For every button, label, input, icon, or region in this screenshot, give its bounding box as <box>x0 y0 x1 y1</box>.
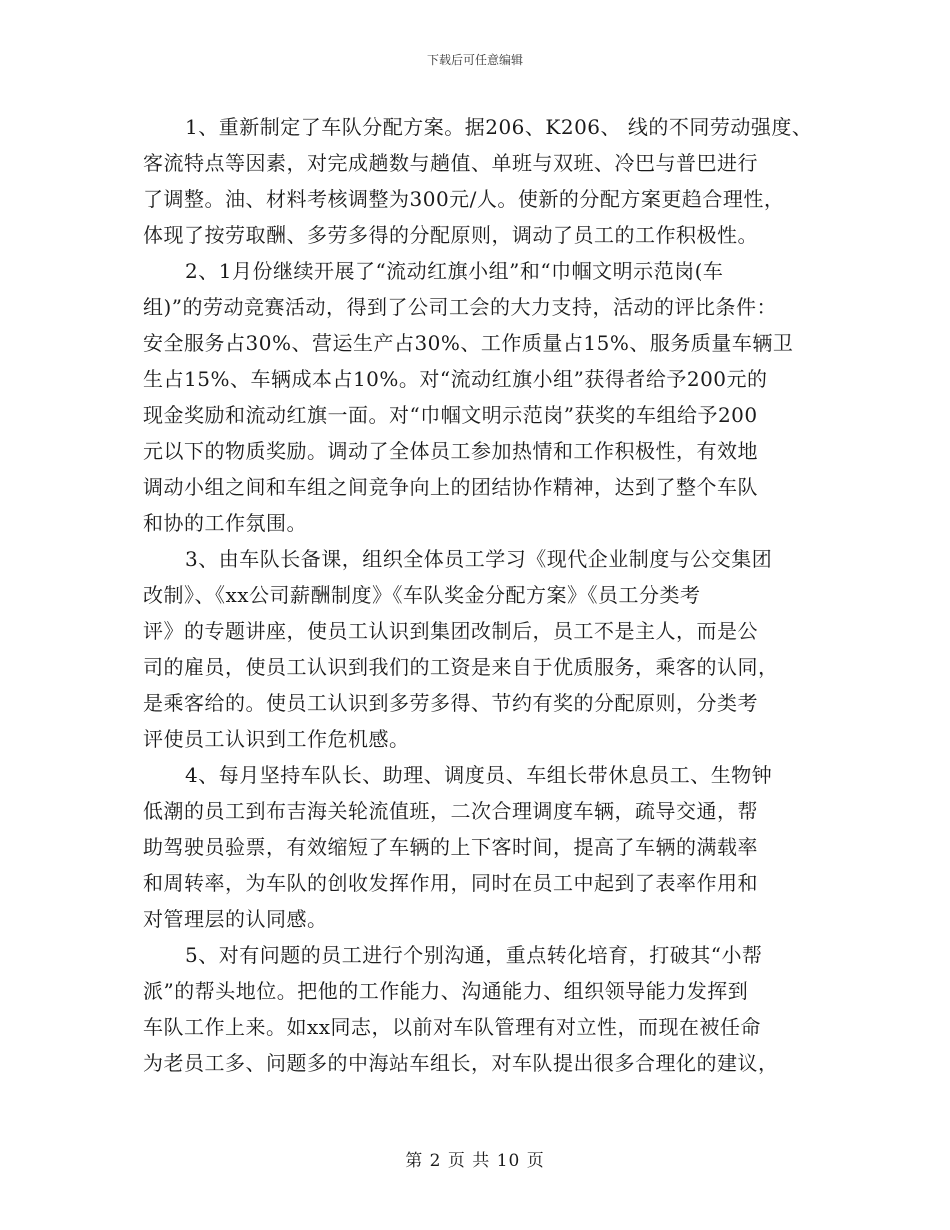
text-line: 现金奖励和流动红旗一面。对“巾帼文明示范岗”获奖的车组给予200 <box>143 403 758 427</box>
text-line: 组)”的劳动竞赛活动，得到了公司工会的大力支持，活动的评比条件： <box>143 295 778 319</box>
text-line: 派”的帮头地位。把他的工作能力、沟通能力、组织领导能力发挥到 <box>143 979 749 1003</box>
text-line: 调动小组之间和车组之间竞争向上的团结协作精神，达到了整个车队 <box>143 475 758 499</box>
text-line: 是乘客给的。使员工认识到多劳多得、节约有奖的分配原则，分类考 <box>143 691 758 715</box>
text-line: 元以下的物质奖励。调动了全体员工参加热情和工作积极性，有效地 <box>143 439 758 463</box>
text-line: 评使员工认识到工作危机感。 <box>143 727 410 751</box>
text-line: 安全服务占30%、营运生产占30%、工作质量占15%、服务质量车辆卫 <box>143 331 794 355</box>
text-line: 车队工作上来。如xx同志，以前对车队管理有对立性，而现在被任命 <box>143 1015 762 1039</box>
text-line: 生占15%、车辆成本占10%。对“流动红旗小组”获得者给予200元的 <box>143 367 768 391</box>
text-line: 5、对有问题的员工进行个别沟通，重点转化培育，打破其“小帮 <box>185 943 763 967</box>
text-line: 对管理层的认同感。 <box>143 907 328 931</box>
text-line: 2、1月份继续开展了“流动红旗小组”和“巾帼文明示范岗(车 <box>185 259 724 283</box>
text-line: 体现了按劳取酬、多劳多得的分配原则，调动了员工的工作积极性。 <box>143 223 758 247</box>
text-line: 司的雇员，使员工认识到我们的工资是来自于优质服务，乘客的认同， <box>143 655 779 679</box>
text-line: 改制》、《xx公司薪酬制度》《车队奖金分配方案》《员工分类考 <box>143 583 701 607</box>
page-header: 下载后可任意编辑 <box>426 53 523 67</box>
text-line: 和周转率，为车队的创收发挥作用，同时在员工中起到了表率作用和 <box>143 871 758 895</box>
text-line: 和协的工作氛围。 <box>143 511 307 535</box>
text-line: 3、由车队长备课，组织全体员工学习《现代企业制度与公交集团 <box>185 547 773 571</box>
text-line: 1、重新制定了车队分配方案。据206、K206、 线的不同劳动强度、 <box>185 115 813 139</box>
text-line: 低潮的员工到布吉海关轮流值班，二次合理调度车辆，疏导交通，帮 <box>143 799 758 823</box>
text-line: 助驾驶员验票，有效缩短了车辆的上下客时间，提高了车辆的满载率 <box>143 835 758 859</box>
page-number: 第 2 页 共 10 页 <box>405 1151 545 1171</box>
text-line: 为老员工多、问题多的中海站车组长，对车队提出很多合理化的建议， <box>143 1051 779 1075</box>
text-line: 客流特点等因素，对完成趟数与趟值、单班与双班、冷巴与普巴进行 <box>143 151 758 175</box>
text-line: 4、每月坚持车队长、助理、调度员、车组长带休息员工、生物钟 <box>185 763 773 787</box>
text-line: 了调整。油、材料考核调整为300元/人。使新的分配方案更趋合理性， <box>143 187 785 211</box>
text-line: 评》的专题讲座，使员工认识到集团改制后，员工不是主人，而是公 <box>143 619 758 643</box>
